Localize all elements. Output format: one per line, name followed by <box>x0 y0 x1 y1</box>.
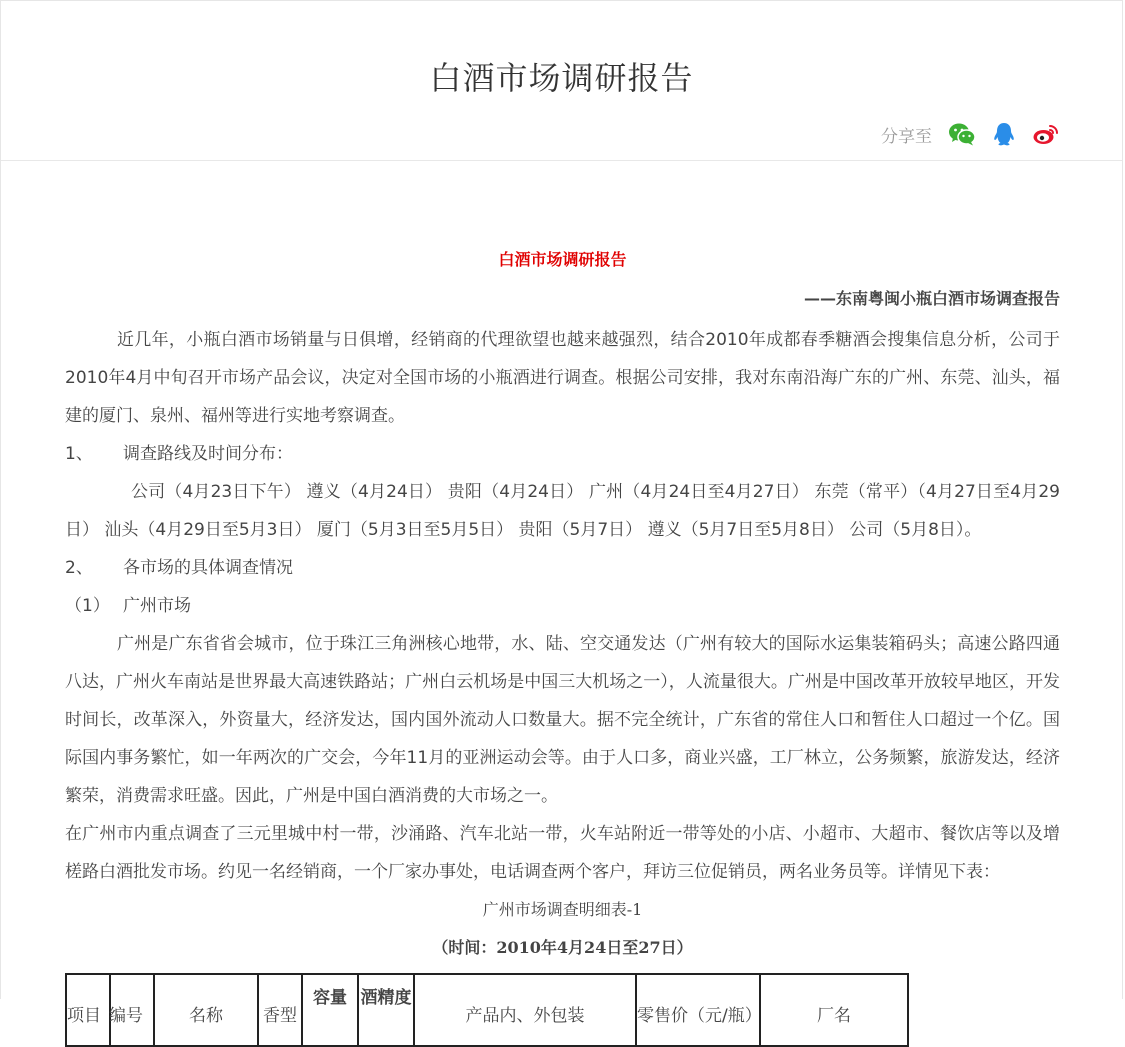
article-header <box>1 1 1122 161</box>
guangzhou-survey-paragraph: 在广州市内重点调查了三元里城中村一带，沙涌路、汽车北站一带，火车站附近一带等处的小店、小超市、大超市、餐饮店等以及增槎路白酒批发市场。约见一名经销商，一个厂家办事处，电话调查两个客户，拜访三位促销员，两名业务员等。详情见下表： <box>65 824 1060 882</box>
subsection-1-title: 广州市场 <box>123 596 191 616</box>
table-header-cell: 名称 <box>154 974 258 1046</box>
table-header-cell: 香型 <box>258 974 302 1046</box>
table-header-cell: 产品内、外包装 <box>414 974 636 1046</box>
wechat-icon[interactable] <box>948 121 976 147</box>
page-title: 白酒市场调研报告 <box>429 59 694 97</box>
share-bar <box>881 121 1060 147</box>
share-label: 分享至 <box>881 126 932 147</box>
subsection-1-number: （1） <box>65 596 110 616</box>
table-caption: 广州市场调查明细表-1 <box>482 900 643 919</box>
intro-paragraph: 近几年，小瓶白酒市场销量与日俱增，经销商的代理欲望也越来越强烈，结合2010年成都春季糖酒会搜集信息分析，公司于2010年4月中旬召开市场产品会议，决定对全国市场的小瓶酒进行调查。根据公司安排，我对东南沿海广东的广州、东莞、汕头，福建的厦门、泉州、福州等进行实地考察调查。 <box>65 330 1060 426</box>
guangzhou-paragraph: 广州是广东省省会城市，位于珠江三角洲核心地带，水、陆、空交通发达（广州有较大的国际水运集装箱码头；高速公路四通八达，广州火车南站是世界最大高速铁路站；广州白云机场是中国三大机场之一），人流量很大。广州是中国改革开放较早地区，开发时间长，改革深入，外资量大，经济发达，国内国外流动人口数量大。据不完全统计，广东省的常住人口和暂住人口超过一个亿。国际国内事务繁忙，如一年两次的广交会，今年11月的亚洲运动会等。由于人口多，商业兴盛，工厂林立，公务频繁，旅游发达，经济繁荣，消费需求旺盛。因此，广州是中国白酒消费的大市场之一。 <box>65 634 1060 806</box>
table-header-cell: 容量 <box>302 974 358 1046</box>
section-2-title: 各市场的具体调查情况 <box>123 558 293 578</box>
subsection-1-heading <box>65 587 1060 625</box>
table-header-cell: 零售价（元/瓶） <box>636 974 760 1046</box>
qq-icon[interactable] <box>990 121 1018 147</box>
table-header-row <box>66 974 908 1046</box>
doc-subtitle: ——东南粤闽小瓶白酒市场调查报告 <box>803 289 1060 308</box>
article-body <box>1 247 1122 1047</box>
doc-red-title: 白酒市场调研报告 <box>498 250 627 269</box>
table-header-cell: 编号 <box>110 974 154 1046</box>
section-2-number: 2、 <box>65 558 93 578</box>
table-header-cell: 厂名 <box>760 974 908 1046</box>
survey-table <box>65 973 909 1047</box>
table-header-cell: 项目 <box>66 974 110 1046</box>
route-paragraph: 公司（4月23日下午） 遵义（4月24日） 贵阳（4月24日） 广州（4月24日至4月27日） 东莞（常平）（4月27日至4月29日） 汕头（4月29日至5月3日） 厦门（5月3日至5月5日） 贵阳（5月7日） 遵义（5月7日至5月8日） 公司（5月8日）。 <box>65 482 1060 540</box>
section-2-heading <box>65 549 1060 587</box>
weibo-icon[interactable] <box>1032 121 1060 147</box>
table-header-cell: 酒精度 <box>358 974 414 1046</box>
table-time: （时间：2010年4月24日至27日） <box>432 938 693 957</box>
section-1-number: 1、 <box>65 444 93 464</box>
section-1-heading <box>65 435 1060 473</box>
section-1-title: 调查路线及时间分布： <box>123 444 293 464</box>
